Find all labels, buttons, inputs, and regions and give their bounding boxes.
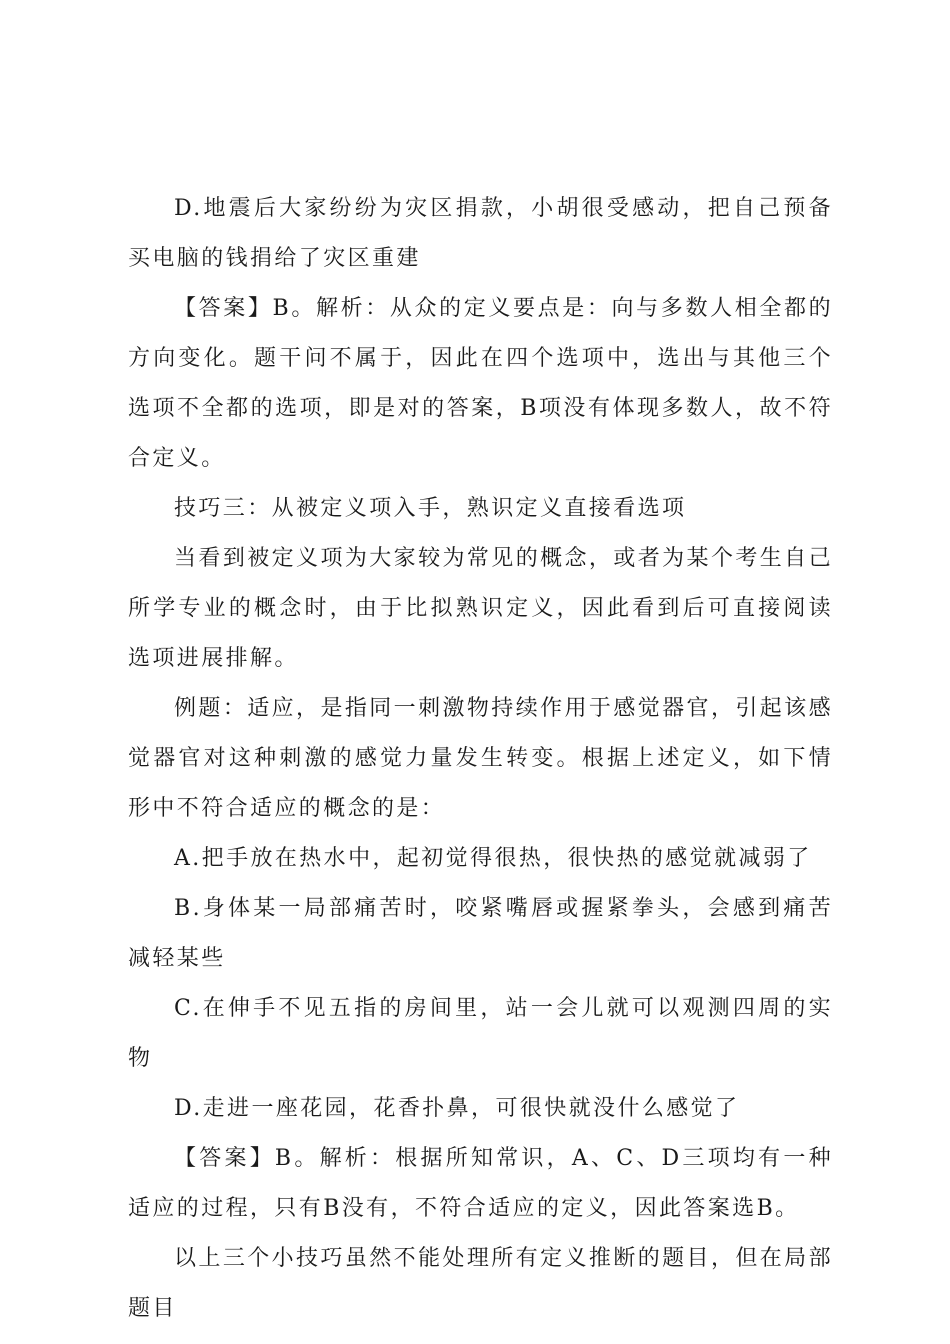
technique-paragraph: 当看到被定义项为大家较为常见的概念，或者为某个考生自己所学专业的概念时，由于比拟熟识定义，因此看到后可直接阅读选项进展排解。 [128, 546, 833, 671]
answer-paragraph: 【答案】B。解析：从众的定义要点是：向与多数人相全都的方向变化。题干问不属于，因此在四个选项中，选出与其他三个选项不全都的选项，即是对的答案，B项没有体现多数人，故不符合定义。 [128, 296, 833, 471]
option-d-paragraph: D.地震后大家纷纷为灾区捐款，小胡很受感动，把自己预备买电脑的钱捐给了灾区重建 [128, 196, 833, 271]
option-b-paragraph: B.身体某一局部痛苦时，咬紧嘴唇或握紧拳头，会感到痛苦减轻某些 [128, 896, 833, 971]
technique-heading: 技巧三：从被定义项入手，熟识定义直接看选项 [174, 496, 687, 521]
option-a-paragraph: A.把手放在热水中，起初觉得很热，很快热的感觉就减弱了 [174, 846, 812, 871]
document-body [128, 184, 833, 1334]
option-d2-paragraph: D.走进一座花园，花香扑鼻，可很快就没什么感觉了 [174, 1096, 740, 1121]
answer-2-paragraph: 【答案】B。解析：根据所知常识，A、C、D三项均有一种适应的过程，只有B没有，不符合适应的定义，因此答案选B。 [128, 1146, 833, 1221]
option-c-paragraph: C.在伸手不见五指的房间里，站一会儿就可以观测四周的实物 [128, 996, 833, 1071]
example-paragraph: 例题：适应，是指同一刺激物持续作用于感觉器官，引起该感觉器官对这种刺激的感觉力量发生转变。根据上述定义，如下情形中不符合适应的概念的是： [128, 696, 833, 821]
summary-paragraph: 以上三个小技巧虽然不能处理所有定义推断的题目，但在局部题目 [128, 1246, 833, 1321]
